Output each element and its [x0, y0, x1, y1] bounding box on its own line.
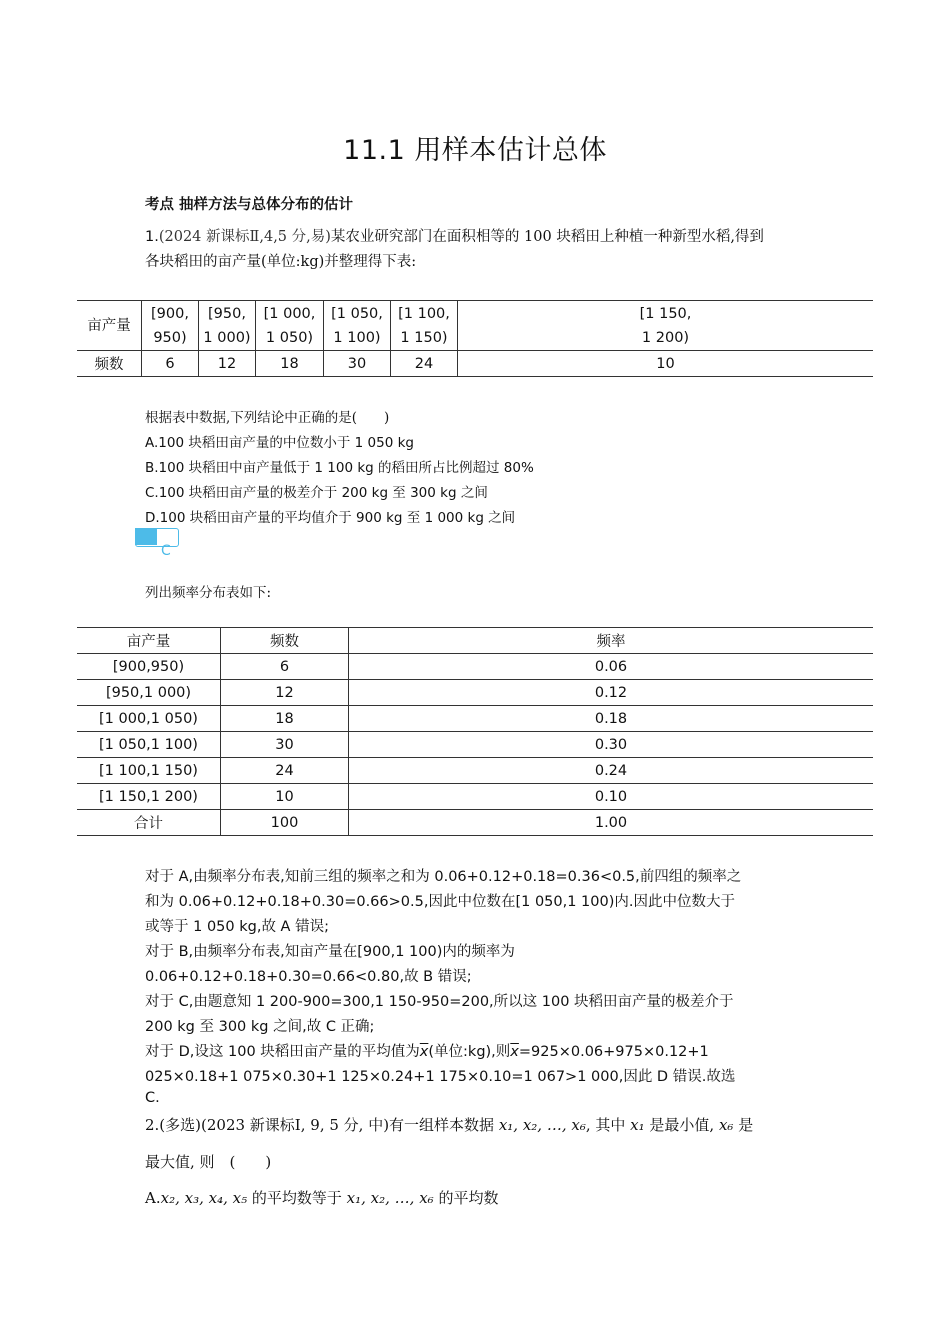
- interval-cell: [1 100, 1 150): [391, 301, 458, 351]
- table-row: [1 050,1 100) 30 0.30: [77, 732, 873, 758]
- page-title: 11.1 用样本估计总体: [343, 135, 607, 166]
- table-row: [1 150,1 200) 10 0.10: [77, 784, 873, 810]
- solution-line: 对于 C,由题意知 1 200-900=300,1 150-950=200,所以这 100 块稻田亩产量的极差介于: [145, 994, 734, 1010]
- solution-line: 对于 D,设这 100 块稻田亩产量的平均值为$\overline{x}$(单位:kg),则$\overline{x}=925\times 0.06+975\times 0.12+1$: [145, 1044, 709, 1060]
- solution-line: 200 kg 至 300 kg 之间,故 C 正确;: [145, 1019, 375, 1035]
- solution-line: 对于 B,由频率分布表,知亩产量在[900,1 100)内的频率为: [145, 944, 515, 960]
- solution-line: 0.06+0.12+0.18+0.30=0.66<0.80,故 B 错误;: [145, 969, 472, 985]
- table-row-total: 合计 100 1.00: [77, 810, 873, 836]
- question-2-option-a: A.x₂, x₃, x₄, x₅ 的平均数等于 x₁, x₂, …, x₆ 的平均数: [145, 1189, 499, 1207]
- freq-label: 频数: [77, 351, 142, 377]
- count-cell: 30: [324, 351, 391, 377]
- table-row: [950,1 000) 12 0.12: [77, 680, 873, 706]
- table-row: [1 000,1 050) 18 0.18: [77, 706, 873, 732]
- table-row: [900,950) 6 0.06: [77, 654, 873, 680]
- mean-symbol: $\overline{x}$: [419, 1044, 429, 1060]
- question-source: (2024 新课标Ⅱ,4,5 分,易): [158, 229, 331, 245]
- mean-symbol: $\overline{x}$: [510, 1044, 519, 1060]
- frequency-table: [77, 627, 873, 836]
- interval-cell: [1 000, 1 050): [256, 301, 324, 351]
- option-c: C.100 块稻田亩产量的极差介于 200 kg 至 300 kg 之间: [145, 485, 488, 501]
- solution-line: 或等于 1 050 kg,故 A 错误;: [145, 919, 329, 935]
- option-b: B.100 块稻田中亩产量低于 1 100 kg 的稻田所占比例超过 80%: [145, 460, 534, 476]
- yield-table: [77, 300, 873, 377]
- question-2-stem-2: 最大值, 则 ( ): [145, 1153, 272, 1171]
- yield-label: 亩产量: [77, 301, 142, 351]
- header-yield: 亩产量: [77, 628, 221, 654]
- question-1-stem: [145, 229, 764, 246]
- option-d: D.100 块稻田亩产量的平均值介于 900 kg 至 1 000 kg 之间: [145, 510, 516, 526]
- answer-letter: C: [161, 543, 171, 559]
- count-cell: 24: [391, 351, 458, 377]
- count-cell: 18: [256, 351, 324, 377]
- interval-cell: [1 150, 1 200): [458, 301, 874, 351]
- count-cell: 10: [458, 351, 874, 377]
- interval-cell: [950, 1 000): [199, 301, 256, 351]
- interval-cell: [1 050, 1 100): [324, 301, 391, 351]
- solution-line: 对于 A,由频率分布表,知前三组的频率之和为 0.06+0.12+0.18=0.36<0.5,前四组的频率之: [145, 869, 742, 885]
- table-row: [1 100,1 150) 24 0.24: [77, 758, 873, 784]
- table-intro: 列出频率分布表如下:: [145, 585, 272, 601]
- question-text: 某农业研究部门在面积相等的 100 块稻田上种植一种新型水稻,得到: [330, 229, 764, 245]
- solution-line: C.: [145, 1090, 160, 1106]
- answer-box: [135, 528, 179, 547]
- solution-line: 025×0.18+1 075×0.30+1 125×0.24+1 175×0.10=1 067>1 000,因此 D 错误.故选: [145, 1069, 736, 1085]
- interval-cell: [900, 950): [142, 301, 199, 351]
- question-2-stem: 2.(多选)(2023 新课标Ⅰ, 9, 5 分, 中)有一组样本数据 x₁, x₂, …, x₆, 其中 x₁ 是最小值, x₆ 是: [145, 1116, 754, 1134]
- count-cell: 6: [142, 351, 199, 377]
- header-count: 频数: [221, 628, 349, 654]
- question-1-stem-2: 各块稻田的亩产量(单位:kg)并整理得下表:: [145, 254, 417, 270]
- question-number: 1.: [145, 229, 159, 245]
- question-prompt: 根据表中数据,下列结论中正确的是( ): [145, 410, 390, 426]
- header-frequency: 频率: [349, 628, 874, 654]
- solution-line: 和为 0.06+0.12+0.18+0.30=0.66>0.5,因此中位数在[1 050,1 100)内.因此中位数大于: [145, 894, 736, 910]
- count-cell: 12: [199, 351, 256, 377]
- section-heading: 考点 抽样方法与总体分布的估计: [145, 197, 354, 213]
- option-a: A.100 块稻田亩产量的中位数小于 1 050 kg: [145, 435, 414, 451]
